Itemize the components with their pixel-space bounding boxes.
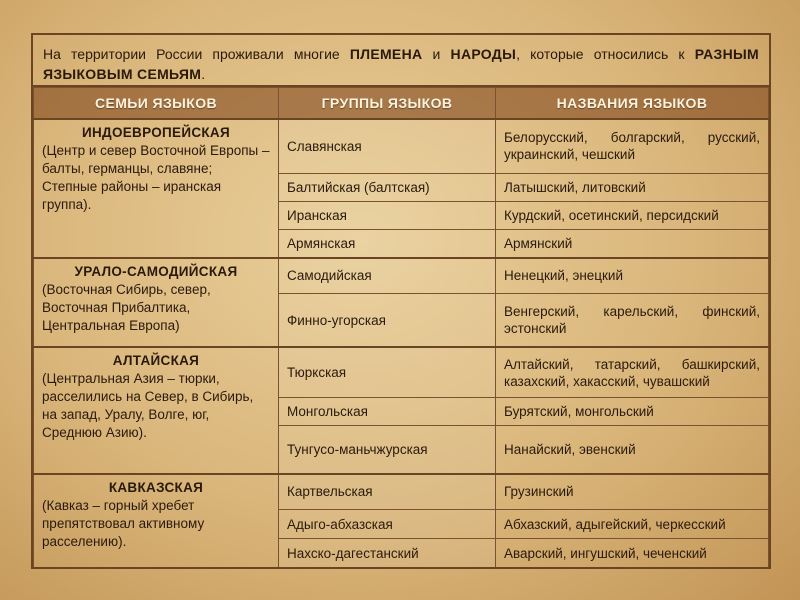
family-description: (Кавказ – горный хребет препятствовал активному расселению). bbox=[42, 497, 205, 549]
group-cell: Балтийская (балтская) bbox=[279, 173, 496, 201]
languages-cell: Нанайский, эвенский bbox=[496, 426, 769, 474]
languages-cell: Алтайский, татарский, башкирский, казахский, хакасский, чувашский bbox=[496, 347, 769, 397]
languages-cell: Латышский, литовский bbox=[496, 173, 769, 201]
language-families-table bbox=[33, 87, 769, 567]
intro-bold-peoples: НАРОДЫ bbox=[450, 46, 517, 62]
header-languages: НАЗВАНИЯ ЯЗЫКОВ bbox=[496, 88, 769, 120]
languages-cell: Венгерский, карельский, финский, эстонский bbox=[496, 293, 769, 347]
intro-text bbox=[33, 35, 769, 87]
group-cell: Нахско-дагестанский bbox=[279, 539, 496, 567]
group-cell: Монгольская bbox=[279, 397, 496, 425]
group-cell: Самодийская bbox=[279, 258, 496, 294]
group-cell: Тунгусо-маньчжурская bbox=[279, 426, 496, 474]
family-cell-uralic bbox=[34, 258, 279, 348]
table-header-row bbox=[34, 88, 769, 120]
languages-cell: Белорусский, болгарский, русский, украинский, чешский bbox=[496, 119, 769, 173]
group-cell: Славянская bbox=[279, 119, 496, 173]
group-cell: Финно-угорская bbox=[279, 293, 496, 347]
family-description: (Центр и север Восточной Европы – балты, германцы, славяне; Степные районы – иранская группа). bbox=[42, 143, 270, 212]
group-cell: Иранская bbox=[279, 201, 496, 229]
table-row bbox=[34, 258, 769, 294]
languages-cell: Ненецкий, энецкий bbox=[496, 258, 769, 294]
group-cell: Адыго-абхазская bbox=[279, 510, 496, 539]
intro-part: . bbox=[201, 66, 206, 82]
header-groups: ГРУППЫ ЯЗЫКОВ bbox=[279, 88, 496, 120]
intro-part: и bbox=[422, 46, 451, 62]
intro-bold-tribes: ПЛЕМЕНА bbox=[349, 46, 423, 62]
intro-part: , которые относились к bbox=[516, 46, 695, 62]
slide-frame bbox=[31, 33, 771, 569]
languages-cell: Бурятский, монгольский bbox=[496, 397, 769, 425]
family-description: (Восточная Сибирь, север, Восточная Прибалтика, Центральная Европа) bbox=[42, 281, 211, 333]
header-families: СЕМЬИ ЯЗЫКОВ bbox=[34, 88, 279, 120]
family-cell-caucasian bbox=[34, 474, 279, 567]
table-row bbox=[34, 119, 769, 173]
languages-cell: Грузинский bbox=[496, 474, 769, 510]
family-cell-altaic bbox=[34, 347, 279, 473]
family-name: ИНДОЕВРОПЕЙСКАЯ bbox=[81, 125, 230, 140]
languages-cell: Аварский, ингушский, чеченский bbox=[496, 539, 769, 567]
table-row bbox=[34, 347, 769, 397]
intro-bold-families: РАЗНЫМ ЯЗЫКОВЫМ СЕМЬЯМ bbox=[43, 46, 759, 82]
family-name: КАВКАЗСКАЯ bbox=[108, 479, 204, 495]
family-description: (Центральная Азия – тюрки, расселились на Север, в Сибирь, на запад, Уралу, Волге, юг, Среднюю Азию). bbox=[42, 371, 254, 441]
table-row bbox=[34, 474, 769, 510]
languages-cell: Армянский bbox=[496, 229, 769, 258]
family-cell-indoeuropean bbox=[34, 119, 279, 258]
family-name: АЛТАЙСКАЯ bbox=[112, 353, 200, 369]
family-name: УРАЛО-САМОДИЙСКАЯ bbox=[74, 263, 238, 279]
group-cell: Тюркская bbox=[279, 347, 496, 397]
languages-cell: Абхазский, адыгейский, черкесский bbox=[496, 510, 769, 539]
group-cell: Картвельская bbox=[279, 474, 496, 510]
intro-part: На территории России проживали многие bbox=[43, 46, 350, 62]
group-cell: Армянская bbox=[279, 229, 496, 258]
languages-cell: Курдский, осетинский, персидский bbox=[496, 201, 769, 229]
